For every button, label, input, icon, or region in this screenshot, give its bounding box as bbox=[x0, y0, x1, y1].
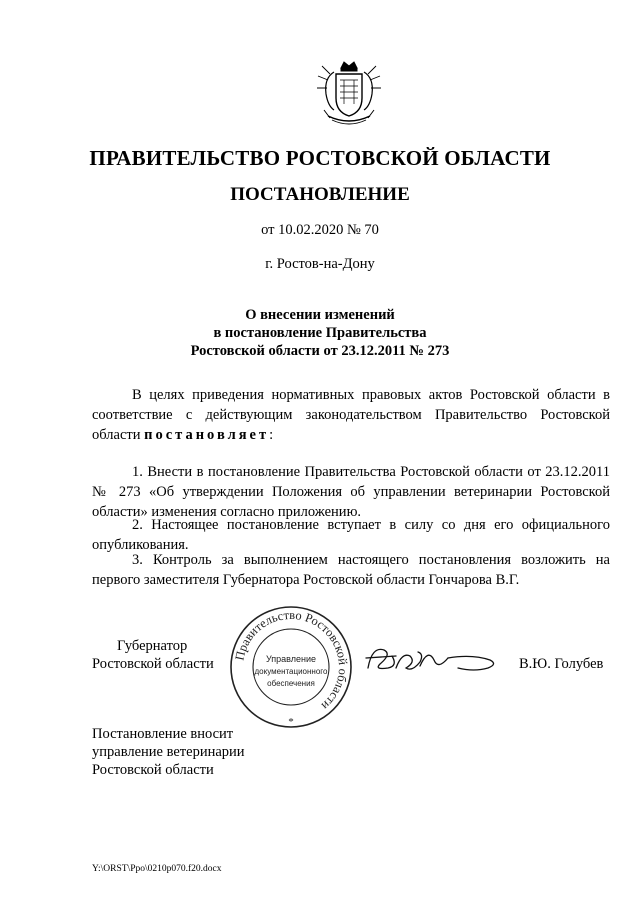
government-title: ПРАВИТЕЛЬСТВО РОСТОВСКОЙ ОБЛАСТИ bbox=[89, 146, 551, 170]
stamp-inner-line-3: обеспечения bbox=[267, 679, 315, 688]
item-3: 3. Контроль за выполнением настоящего постановления возложить на первого заместителя Губернатора Ростовской области Гончарова В.Г. bbox=[92, 552, 610, 588]
subject-line-1: О внесении изменений bbox=[245, 307, 395, 323]
official-stamp bbox=[228, 604, 354, 730]
item-2: 2. Настоящее постановление вступает в силу со дня его официального опубликования. bbox=[92, 517, 610, 553]
city: г. Ростов-на-Дону bbox=[265, 256, 375, 272]
coat-of-arms-emblem bbox=[314, 60, 384, 128]
stamp-inner-line-1: Управление bbox=[265, 654, 317, 664]
signatory-title-line-1: Губернатор bbox=[117, 638, 188, 654]
submitted-by-line-3: Ростовской области bbox=[92, 762, 214, 778]
signatory-name: В.Ю. Голубев bbox=[519, 656, 604, 672]
submitted-by-line-2: управление ветеринарии bbox=[92, 744, 245, 760]
document-type: ПОСТАНОВЛЕНИЕ bbox=[230, 184, 410, 205]
submitted-by-line-1: Постановление вносит bbox=[92, 726, 234, 742]
preamble-text: В целях приведения нормативных правовых актов Ростовской области в соответствие с действующим законодательством Правительство Ростовской области bbox=[92, 387, 610, 443]
date-number: от 10.02.2020 № 70 bbox=[261, 222, 379, 238]
stamp-star: * bbox=[288, 716, 294, 728]
preamble-spaced-word: постановляет bbox=[144, 427, 270, 443]
preamble-paragraph bbox=[92, 385, 610, 445]
stamp-inner-line-2: документационного bbox=[254, 667, 328, 676]
file-path-footer: Y:\ORST\Ppo\0210p070.f20.docx bbox=[92, 864, 222, 874]
subject-line-2: в постановление Правительства bbox=[213, 325, 427, 341]
handwritten-signature bbox=[362, 638, 502, 684]
preamble-colon: : bbox=[269, 427, 274, 443]
stamp-outer-text: Правительство Ростовской области bbox=[232, 607, 351, 713]
signatory-title-line-2: Ростовской области bbox=[92, 656, 214, 672]
subject-line-3: Ростовской области от 23.12.2011 № 273 bbox=[190, 343, 450, 359]
item-1: 1. Внести в постановление Правительства Ростовской области от 23.12.2011 № 273 «Об утверждении Положения об управлении ветеринарии Ростовской области» изменения согласно приложению. bbox=[92, 464, 610, 520]
